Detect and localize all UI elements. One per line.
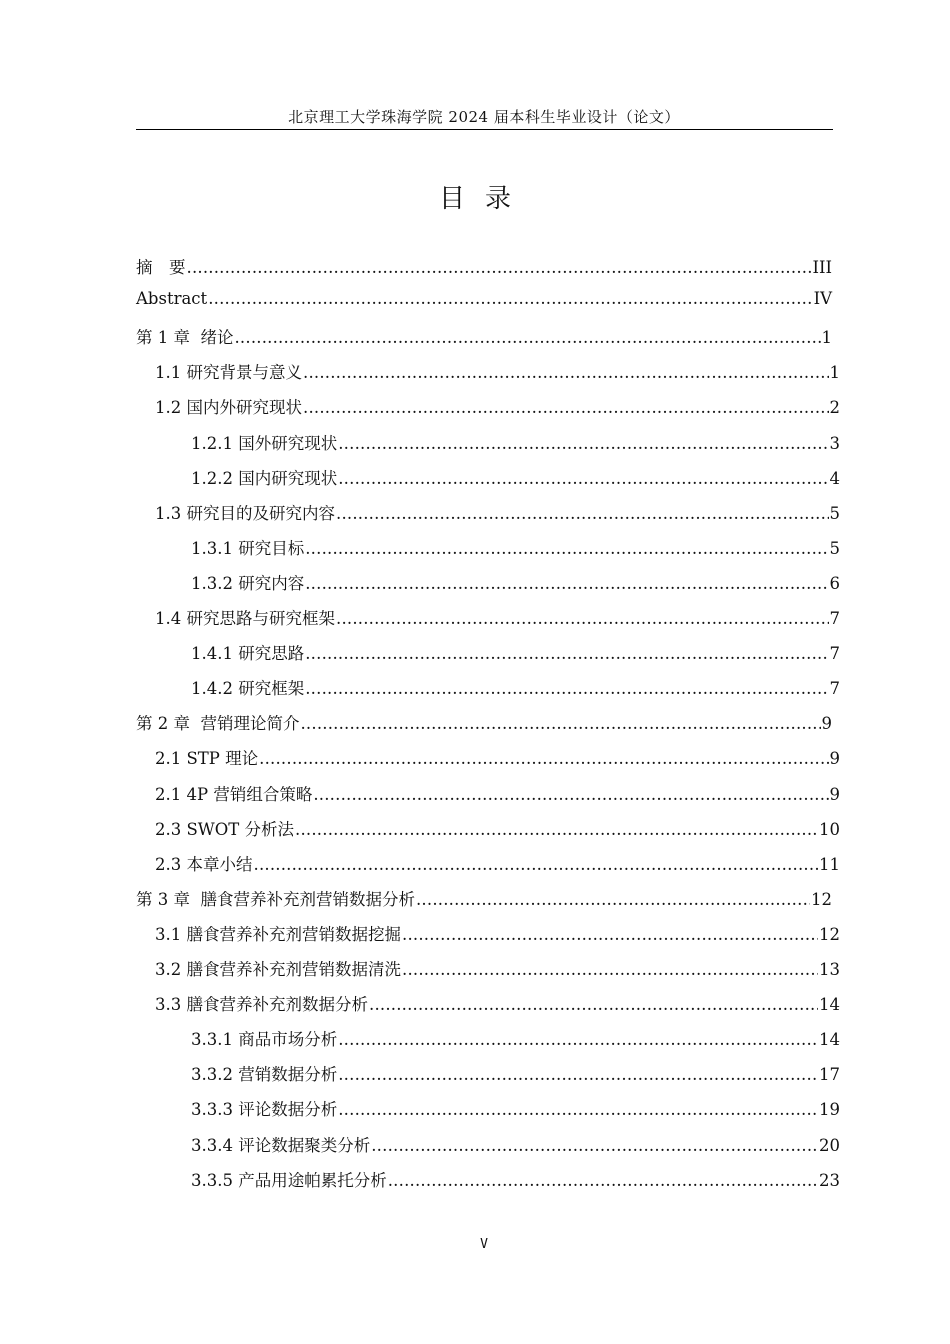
toc-leader-dots [338,1100,818,1119]
toc-leader-dots [305,679,828,698]
toc-entry[interactable] [155,500,840,534]
toc-entry[interactable] [191,1132,840,1166]
toc-leader-dots [295,820,818,839]
toc-entry[interactable] [191,570,840,604]
toc-leader-dots [305,574,828,593]
toc-entry-page: 19 [819,1100,840,1120]
toc-leader-dots [402,925,818,944]
toc-entry-label: 1.2 国内外研究现状 [155,398,302,418]
toc-entry-page: 2 [829,398,840,418]
page-header: 北京理工大学珠海学院 2024 届本科生毕业设计（论文） [288,108,680,126]
toc-entry-label: Abstract [136,289,208,309]
toc-entry[interactable] [155,359,840,393]
toc-leader-dots [388,1171,818,1190]
toc-leader-dots [336,609,829,628]
toc-entry-label: 第 3 章 膳食营养补充剂营销数据分析 [136,889,415,909]
toc-leader-dots [338,434,828,453]
toc-entry-label: 3.1 膳食营养补充剂营销数据挖掘 [155,924,401,944]
page-number: V [480,1237,488,1252]
toc-entry[interactable] [155,851,840,885]
toc-entry-page: 23 [819,1170,840,1190]
toc-entry[interactable] [155,956,840,990]
toc-entry-label: 2.3 SWOT 分析法 [155,819,295,839]
toc-leader-dots [187,258,812,277]
toc-entry-label: 2.1 4P 营销组合策略 [155,784,313,804]
toc-entry-label: 第 2 章 营销理论简介 [136,714,300,734]
toc-leader-dots [371,1136,818,1155]
toc-entry[interactable] [191,535,840,569]
toc-entry-page: 3 [829,433,840,453]
toc-entry-label: 1.4.2 研究框架 [191,679,305,699]
toc-entry-page: 1 [829,363,840,383]
toc-entry-label: 3.3.5 产品用途帕累托分析 [191,1170,387,1190]
toc-entry-page: 10 [819,819,840,839]
toc-entry[interactable] [136,710,832,744]
toc-leader-dots [303,363,829,382]
toc-entry-page: 1 [821,328,832,348]
toc-entry-label: 2.1 STP 理论 [155,749,259,769]
toc-leader-dots [369,995,818,1014]
toc-entry[interactable] [191,1026,840,1060]
toc-entry-page: 4 [829,468,840,488]
toc-entry[interactable] [155,394,840,428]
toc-entry-page: 5 [829,503,840,523]
toc-entry-page: 14 [819,1030,840,1050]
page-title: 目录 [438,184,531,214]
toc-entry-label: 3.3 膳食营养补充剂数据分析 [155,995,368,1015]
toc-leader-dots [300,714,820,733]
toc-leader-dots [416,890,810,909]
toc-entry-label: 2.3 本章小结 [155,854,253,874]
toc-entry-page: 7 [829,609,840,628]
toc-leader-dots [313,785,828,804]
toc-entry-label: 1.3 研究目的及研究内容 [155,503,335,523]
toc-entry[interactable] [155,781,840,815]
toc-entry-label: 3.3.3 评论数据分析 [191,1100,338,1120]
toc-entry[interactable] [136,324,832,358]
toc-entry[interactable] [191,430,840,464]
toc-entry-label: 3.3.2 营销数据分析 [191,1065,338,1085]
toc-leader-dots [303,398,829,417]
toc-leader-dots [305,539,828,558]
toc-leader-dots [402,960,818,979]
toc-entry-label: 1.3.1 研究目标 [191,538,305,558]
toc-entry[interactable] [155,991,840,1025]
toc-leader-dots [259,749,828,768]
toc-entry-label: 1.1 研究背景与意义 [155,363,302,383]
toc-leader-dots [338,1065,818,1084]
toc-entry[interactable] [191,1096,840,1130]
toc-entry-label: 3.2 膳食营养补充剂营销数据清洗 [155,960,401,979]
toc-entry-page: 9 [829,749,840,769]
toc-entry[interactable] [136,289,832,323]
header-rule [136,129,833,130]
toc-entry-page: 12 [811,889,832,909]
toc-entry[interactable] [191,640,840,674]
toc-entry-label: 3.3.1 商品市场分析 [191,1030,338,1050]
toc-entry-page: 11 [819,854,840,874]
toc-entry-page: 5 [829,538,840,558]
toc-entry-page: 7 [829,644,840,664]
toc-entry-page: III [812,258,832,277]
toc-leader-dots [338,1030,818,1049]
toc-entry-page: 17 [819,1065,840,1085]
toc-entry[interactable] [136,886,832,920]
toc-entry-label: 1.4 研究思路与研究框架 [155,609,335,628]
toc-entry-page: 9 [821,714,832,734]
toc-entry-page: 13 [819,960,840,979]
toc-entry-label: 摘 要 [136,258,186,277]
toc-entry-label: 1.4.1 研究思路 [191,644,305,664]
toc-entry-label: 第 1 章 绪论 [136,328,234,348]
toc-leader-dots [336,504,829,523]
toc-entry[interactable] [191,465,840,499]
toc-leader-dots [234,328,820,347]
toc-entry[interactable] [155,921,840,955]
toc-entry[interactable] [155,605,840,639]
toc-leader-dots [338,469,828,488]
toc-entry-page: 14 [819,995,840,1015]
toc-entry-label: 1.2.1 国外研究现状 [191,433,338,453]
toc-entry[interactable] [155,816,840,850]
toc-entry-page: 9 [829,784,840,804]
toc-entry[interactable] [155,745,840,779]
toc-entry-page: 12 [819,924,840,944]
toc-entry-page: 6 [829,573,840,593]
toc-leader-dots [208,289,812,308]
toc-entry-page: 20 [819,1135,840,1155]
toc-entry-label: 3.3.4 评论数据聚类分析 [191,1135,371,1155]
toc-entry[interactable] [191,1061,840,1095]
toc-entry-page: IV [813,289,832,309]
toc-entry-label: 1.2.2 国内研究现状 [191,468,338,488]
toc-leader-dots [254,855,819,874]
toc-entry[interactable] [191,675,840,709]
toc-entry[interactable] [136,254,832,288]
toc-entry-page: 7 [829,679,840,699]
toc-entry[interactable] [191,1167,840,1201]
toc-leader-dots [305,644,828,663]
toc-entry-label: 1.3.2 研究内容 [191,573,305,593]
